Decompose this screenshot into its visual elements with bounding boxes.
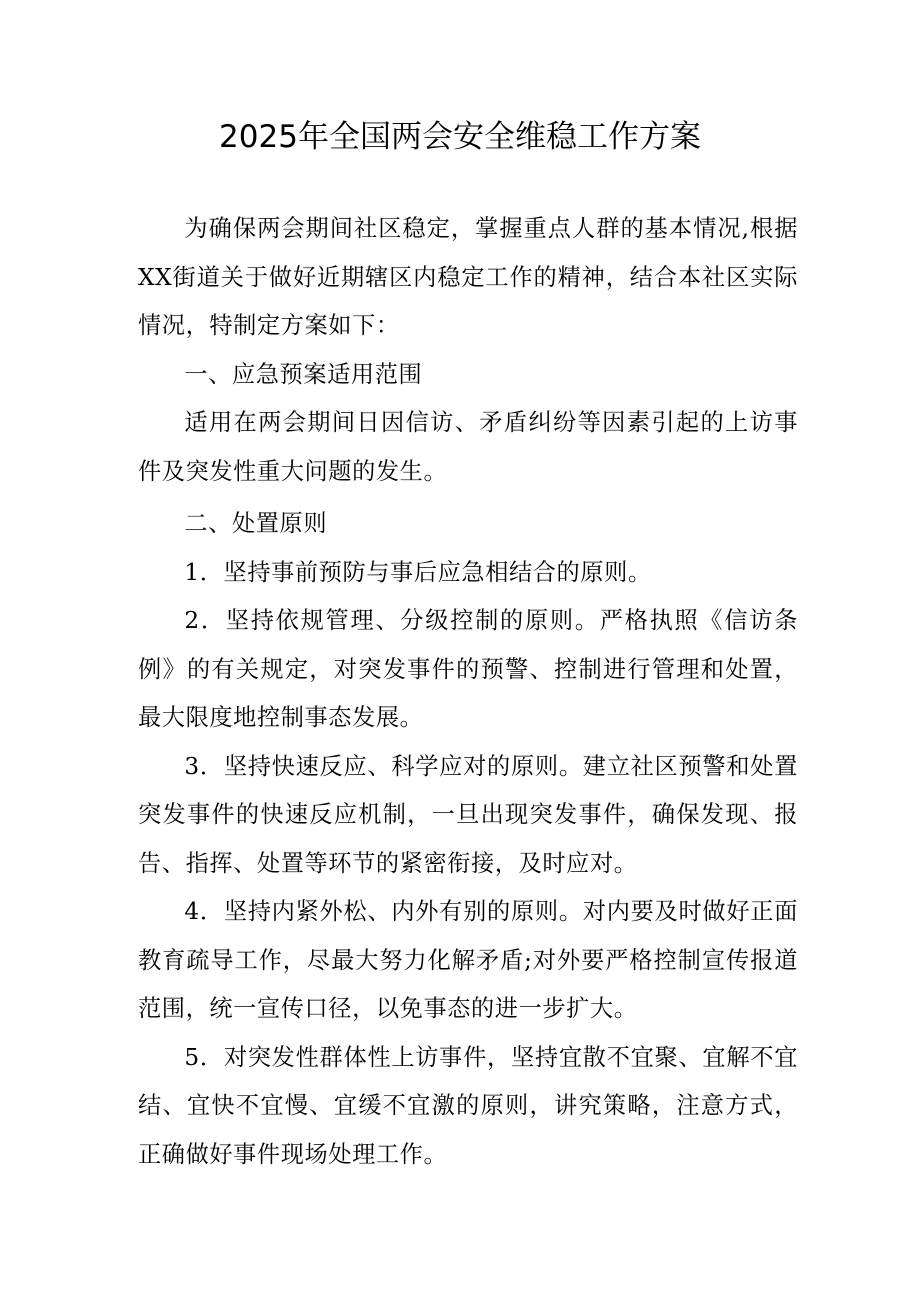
document-title: 2025年全国两会安全维稳工作方案 [219, 119, 701, 155]
principle-item-1: 1．坚持事前预防与事后应急相结合的原则。 [184, 558, 652, 586]
principle-item-3: 3．坚持快速反应、科学应对的原则。建立社区预警和处置突发事件的快速反应机制，一旦出现突发事件，确保发现、报告、指挥、处置等环节的紧密衔接，及时应对。 [138, 752, 798, 877]
principle-item-2: 2．坚持依规管理、分级控制的原则。严格执照《信访条例》的有关规定，对突发事件的预警、控制进行管理和处置，最大限度地控制事态发展。 [138, 607, 798, 731]
intro-paragraph: 为确保两会期间社区稳定，掌握重点人群的基本情况,根据XX街道关于做好近期辖区内稳定工作的精神，结合本社区实际情况，特制定方案如下： [138, 215, 798, 339]
principle-item-5: 5．对突发性群体性上访事件，坚持宜散不宜聚、宜解不宜结、宜快不宜慢、宜缓不宜激的原则，讲究策略，注意方式，正确做好事件现场处理工作。 [138, 1043, 798, 1168]
scope-paragraph: 适用在两会期间日因信访、矛盾纠纷等因素引起的上访事件及突发性重大问题的发生。 [138, 409, 798, 485]
section-heading-principles: 二、处置原则 [184, 510, 328, 537]
principle-item-4: 4．坚持内紧外松、内外有别的原则。对内要及时做好正面教育疏导工作，尽最大努力化解矛盾;对外要严格控制宣传报道范围，统一宣传口径，以免事态的进一步扩大。 [138, 898, 798, 1022]
document-body [138, 205, 798, 1179]
section-heading-scope: 一、应急预案适用范围 [184, 360, 423, 388]
